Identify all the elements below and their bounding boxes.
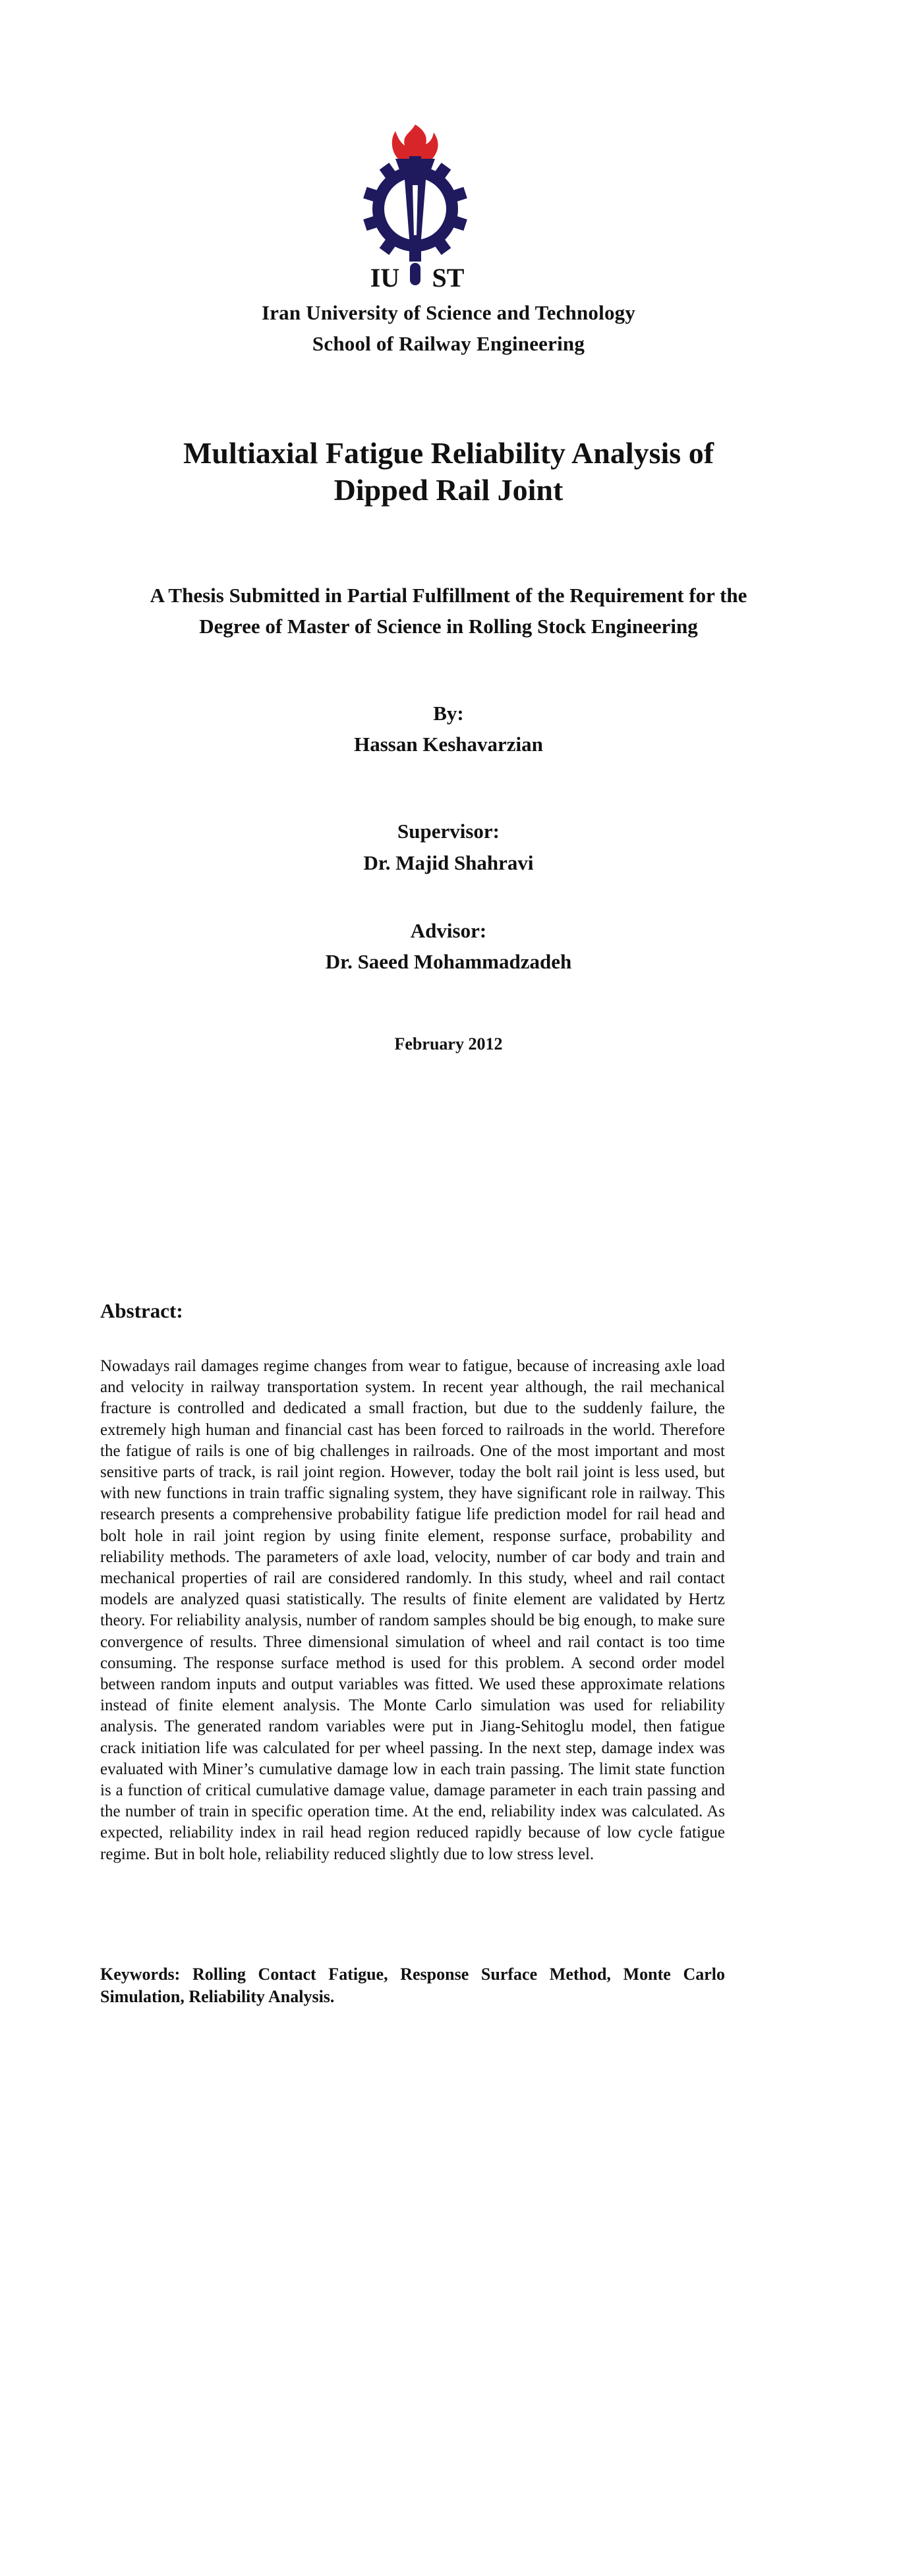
- thesis-statement: [0, 580, 897, 642]
- supervisor-label: Supervisor:: [397, 820, 500, 843]
- logo-text-right: ST: [432, 263, 465, 293]
- supervisor-name: Dr. Majid Shahravi: [363, 851, 534, 874]
- torch-gear-logo-icon: [349, 122, 481, 293]
- advisor-name: Dr. Saeed Mohammadzadeh: [325, 950, 572, 973]
- iust-logo: [349, 122, 481, 293]
- thesis-statement-line-2: Degree of Master of Science in Rolling Stock Engineering: [199, 615, 698, 638]
- author-name: Hassan Keshavarzian: [354, 733, 543, 756]
- abstract-heading: Abstract:: [100, 1299, 183, 1322]
- thesis-title: [0, 435, 897, 509]
- advisor-label: Advisor:: [410, 919, 487, 942]
- author-label: By:: [433, 702, 464, 725]
- keywords: Keywords: Rolling Contact Fatigue, Response Surface Method, Monte Carlo Simulation, Reliability Analysis.: [100, 1965, 725, 2006]
- thesis-title-line-1: Multiaxial Fatigue Reliability Analysis of: [183, 436, 714, 470]
- thesis-statement-line-1: A Thesis Submitted in Partial Fulfillment of the Requirement for the: [150, 584, 747, 607]
- university-name: Iran University of Science and Technology: [261, 301, 636, 324]
- abstract-body: Nowadays rail damages regime changes from wear to fatigue, because of increasing axle load and velocity in railway transportation system. In recent year although, the rail mechanical fracture is controlled and dedicated a small fraction, but due to the suddenly failure, the extremely high human and financial cast has been forced to railroads in the world. Therefore the fatigue of rails is one of big challenges in railroads. One of the most important and most sensitive parts of track, is rail joint region. However, today the bolt rail joint is less used, but with new functions in train traffic signaling system, they have significant role in railway. This research presents a comprehensive probability fatigue life prediction model for rail head and bolt hole in rail joint region by using finite element, response surface, probability and reliability methods. The parameters of axle load, velocity, number of car body and train and mechanical properties of rail are considered randomly. In this study, wheel and rail contact models are analyzed quasi statistically. The results of finite element are validated by Hertz theory. For reliability analysis, number of random samples should be big enough, to make sure convergence of results. Three dimensional simulation of wheel and rail contact is too time consuming. The response surface method is used for this problem. A second order model between random inputs and output variables was fitted. We used these approximate relations instead of finite element analysis. The Monte Carlo simulation was used for reliability analysis. The generated random variables were put in Jiang-Sehitoglu model, then fatigue crack initiation life was calculated for per wheel passing. In the next step, damage index was evaluated with Miner’s cumulative damage low in each train passing. The limit state function is a function of critical cumulative damage value, damage parameter in each train passing and the number of train in specific operation time. At the end, reliability index was calculated. As expected, reliability index in rail head region reduced rapidly because of low cycle fatigue regime. But in bolt hole, reliability reduced slightly due to low stress level.: [100, 1357, 725, 1863]
- submission-date: February 2012: [394, 1034, 503, 1053]
- thesis-title-line-2: Dipped Rail Joint: [333, 473, 564, 507]
- logo-text-left: IU: [370, 263, 400, 293]
- school-name: School of Railway Engineering: [312, 332, 585, 355]
